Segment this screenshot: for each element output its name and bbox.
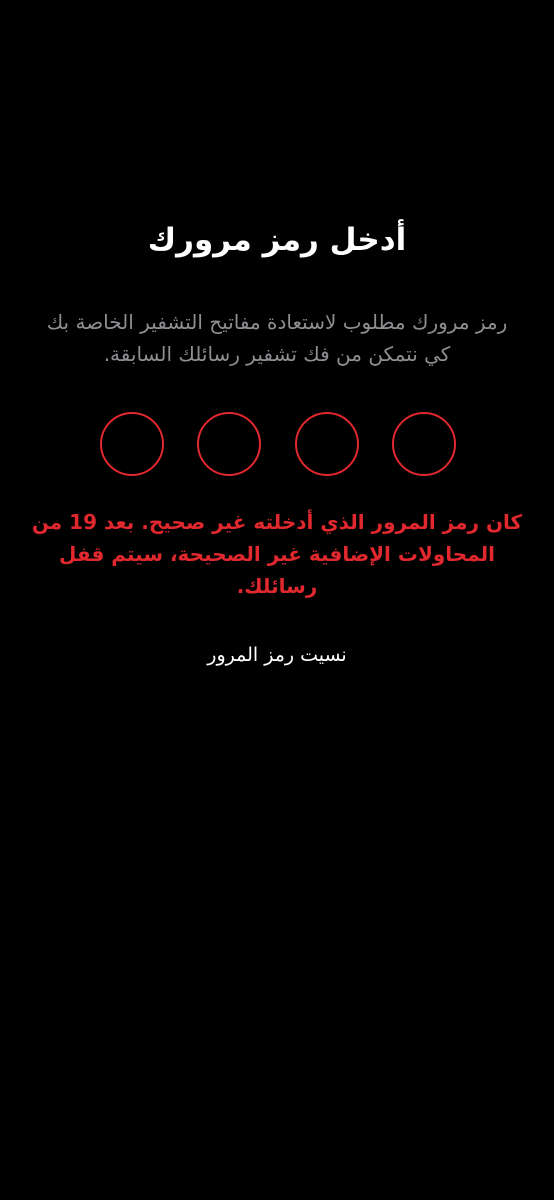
passcode-dot-3 — [295, 412, 359, 476]
error-message: كان رمز المرور الذي أدخلته غير صحيح. بعد 19 من المحاولات الإضافية غير الصحيحة، سيتم قفل رسائلك. — [31, 510, 523, 598]
passcode-dot-2 — [197, 412, 261, 476]
passcode-dot-1 — [100, 412, 164, 476]
passcode-description: رمز مرورك مطلوب لاستعادة مفاتيح التشفير الخاصة بك كي نتمكن من فك تشفير رسائلك السابقة. — [46, 310, 508, 366]
forgot-passcode-link[interactable]: نسيت رمز المرور — [207, 644, 347, 666]
page-title: أدخل رمز مرورك — [147, 222, 407, 258]
passcode-dot-4 — [392, 412, 456, 476]
passcode-dots[interactable] — [100, 412, 456, 476]
